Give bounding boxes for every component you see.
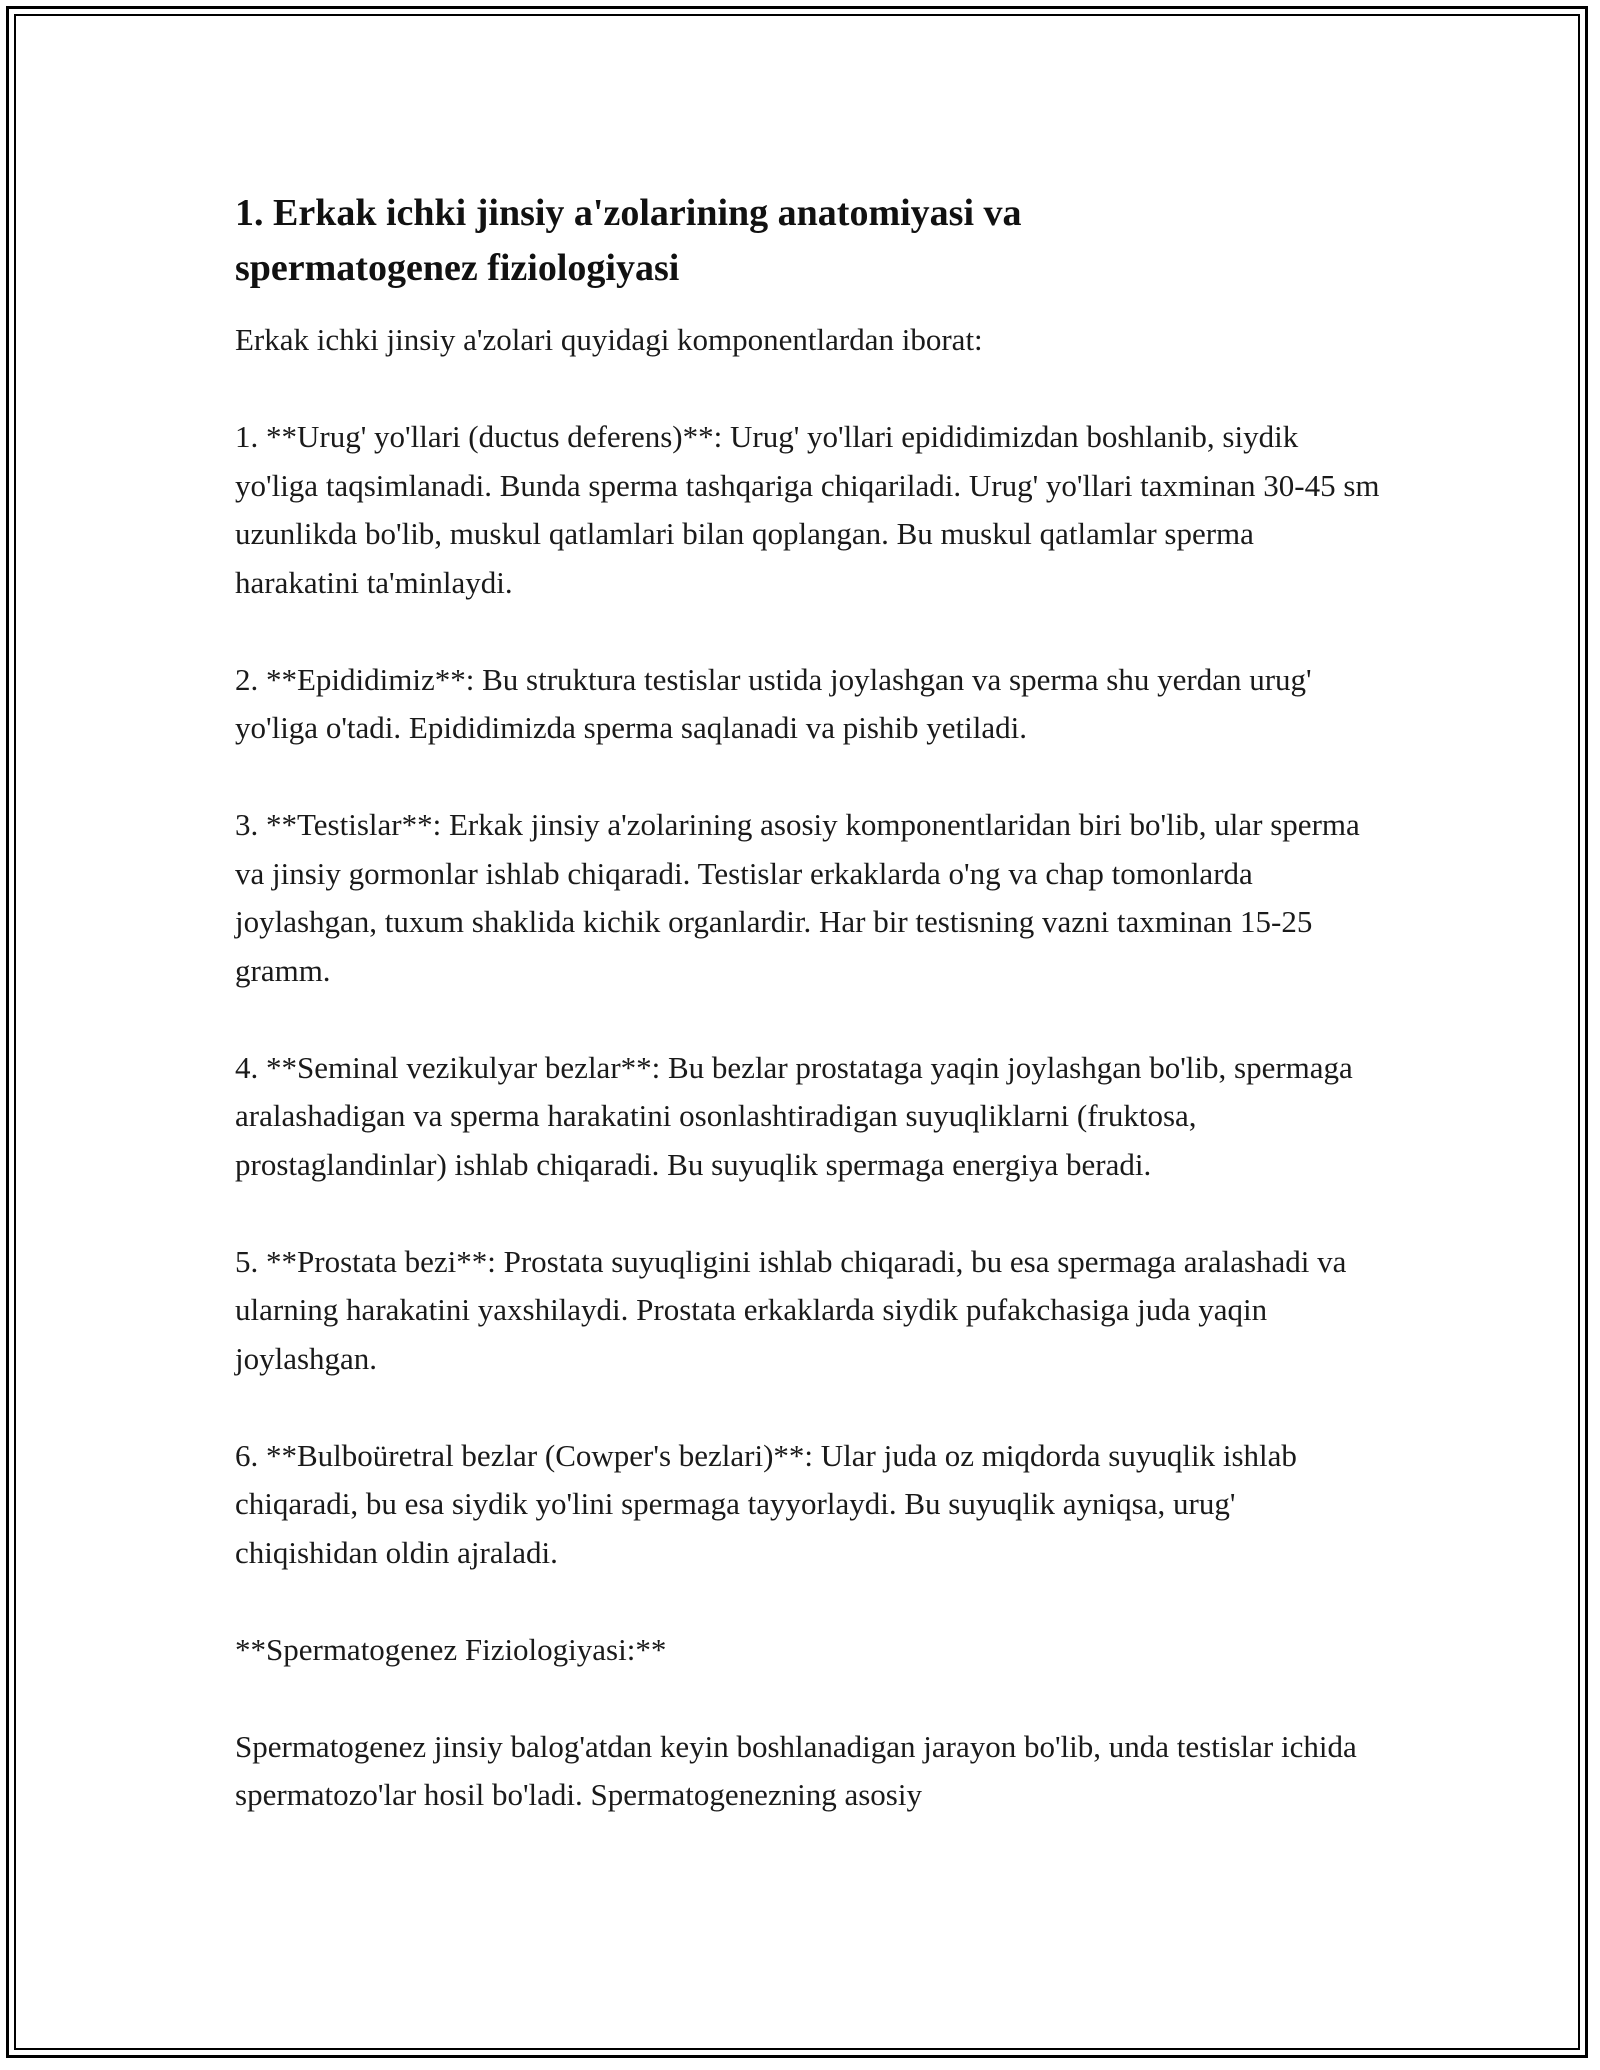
title-line-2: spermatogenez fiziologiyasi [235, 247, 680, 289]
list-item-testislar: 3. **Testislar**: Erkak jinsiy a'zolarining asosiy komponentlaridan biri bo'lib, ular sperma va jinsiy gormonlar ishlab chiqaradi. Testislar erkaklarda o'ng va chap tomonlarda joylashgan, tuxum shaklida kichik organlardir. Har bir testisning vazni taxminan 15-25 gramm. [235, 807, 1360, 988]
list-item-seminal-vezikulyar: 4. **Seminal vezikulyar bezlar**: Bu bezlar prostataga yaqin joylashgan bo'lib, spermaga aralashadigan va sperma harakatini osonlashtiradigan suyuqliklarni (fruktosa, prostaglandinlar) ishlab chiqaradi. Bu suyuqlik spermaga energiya beradi. [235, 1049, 1353, 1182]
section-heading-spermatogenez: **Spermatogenez Fiziologiyasi:** [235, 1631, 667, 1667]
list-item-epididimiz: 2. **Epididimiz**: Bu struktura testislar ustida joylashgan va sperma shu yerdan urug' yo'liga o'tadi. Epididimizda sperma saqlanadi va pishib yetiladi. [235, 661, 1312, 745]
intro-paragraph: Erkak ichki jinsiy a'zolari quyidagi komponentlardan iborat: [235, 322, 983, 357]
title-line-1: 1. Erkak ichki jinsiy a'zolarining anatomiyasi va [235, 192, 1022, 234]
list-item-bulbouretral: 6. **Bulboüretral bezlar (Cowper's bezlari)**: Ular juda oz miqdorda suyuqlik ishlab chiqaradi, bu esa siydik yo'lini spermaga tayyorlaydi. Bu suyuqlik ayniqsa, urug' chiqishidan oldin ajraladi. [235, 1437, 1297, 1570]
closing-paragraph: Spermatogenez jinsiy balog'atdan keyin boshlanadigan jarayon bo'lib, unda testislar ichida spermatozo'lar hosil bo'ladi. Spermatogenezning asosiy [235, 1728, 1357, 1812]
document-title [235, 186, 1385, 296]
list-item-urug-yollari: 1. **Urug' yo'llari (ductus deferens)**: Urug' yo'llari epididimizdan boshlanib, siydik yo'liga taqsimlanadi. Bunda sperma tashqariga chiqariladi. Urug' yo'llari taxminan 30-45 sm uzunlikda bo'lib, muskul qatlamlari bilan qoplangan. Bu muskul qatlamlar sperma harakatini ta'minlaydi. [235, 419, 1380, 600]
document-body [235, 186, 1385, 1868]
list-item-prostata: 5. **Prostata bezi**: Prostata suyuqligini ishlab chiqaradi, bu esa spermaga aralashadi va ularning harakatini yaxshilaydi. Prostata erkaklarda siydik pufakchasiga juda yaqin joylashgan. [235, 1243, 1347, 1376]
